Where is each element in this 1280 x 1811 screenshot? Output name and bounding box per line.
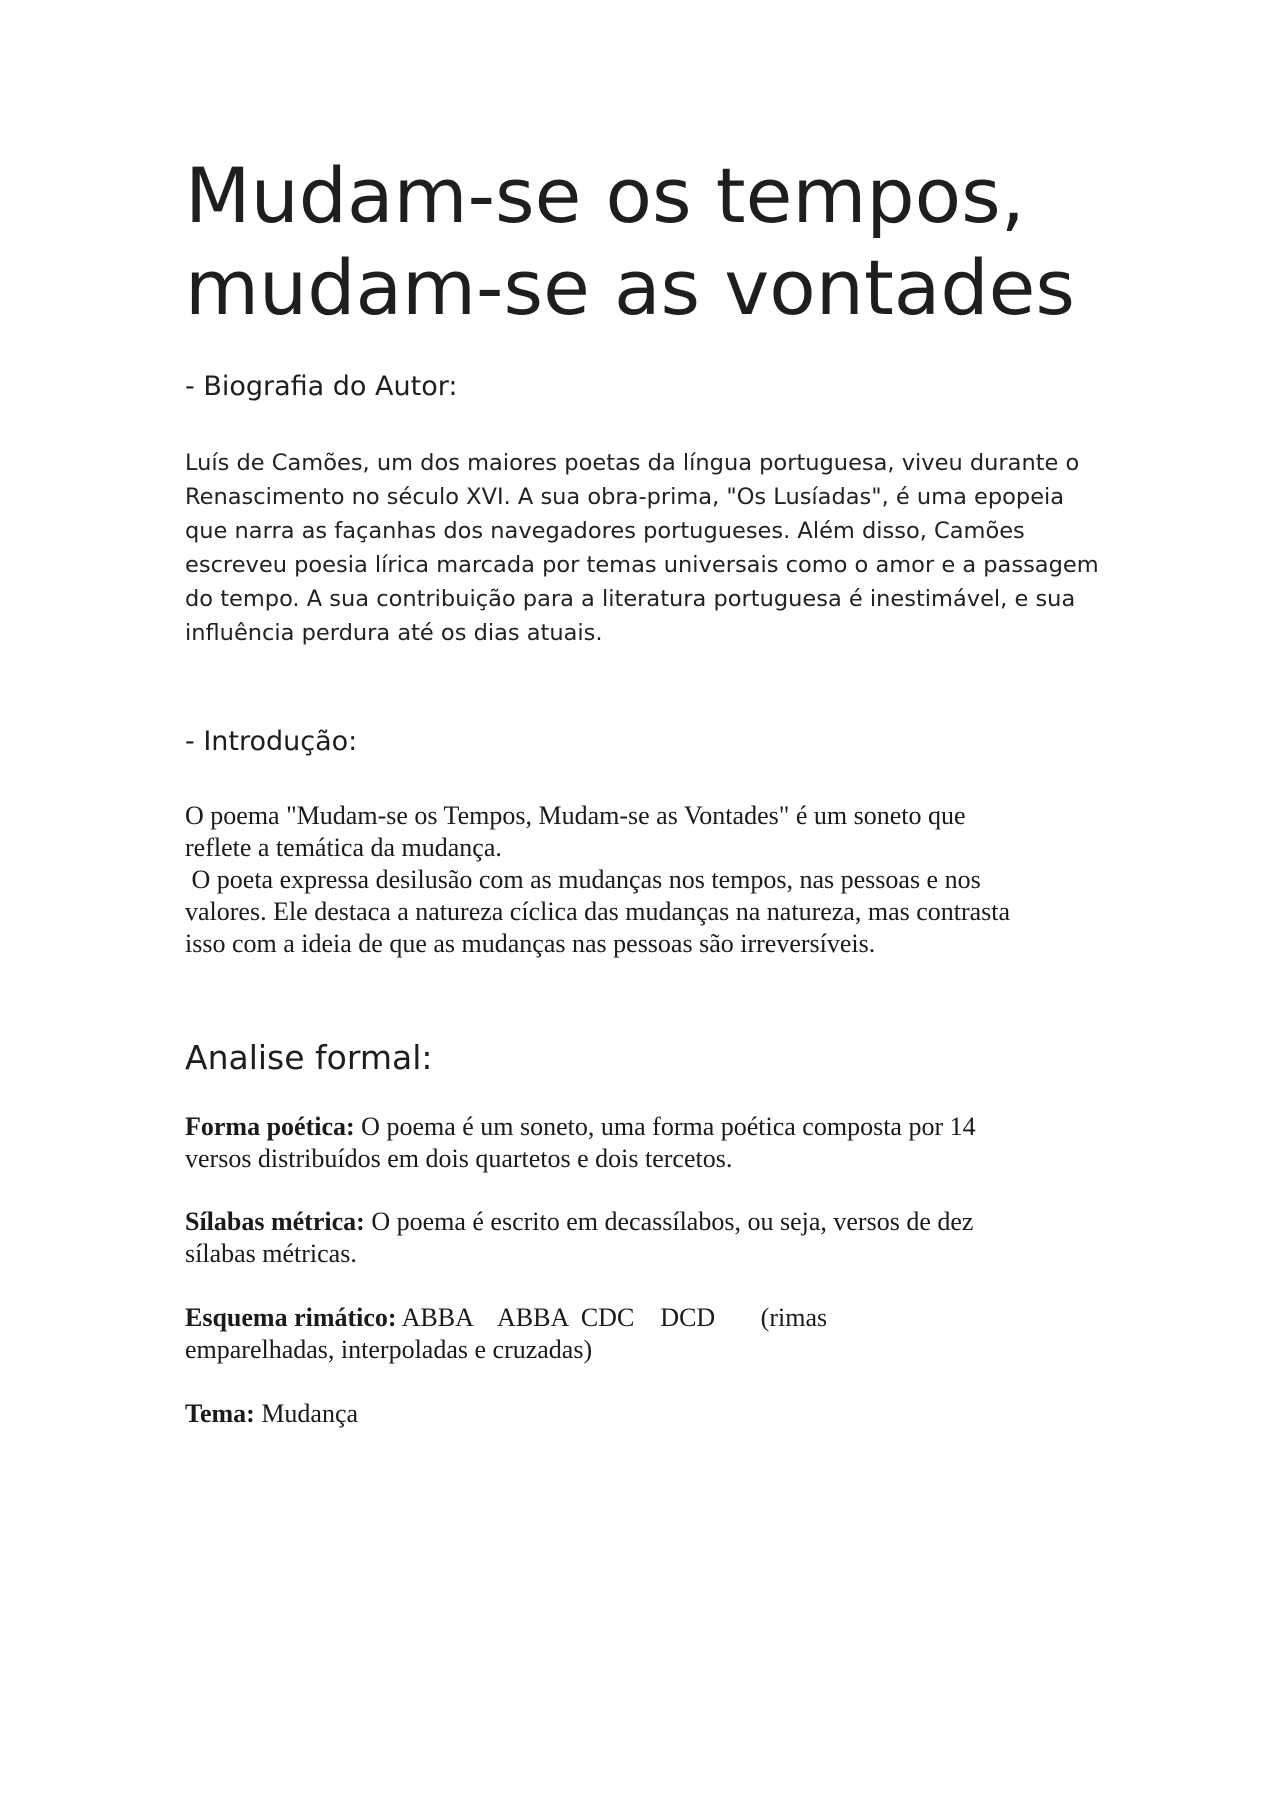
introducao-line: O poeta expressa desilusão com as mudanças nos tempos, nas pessoas e nos xyxy=(185,865,981,894)
tema-paragraph xyxy=(185,1398,1105,1430)
forma-poetica-line: versos distribuídos em dois quartetos e dois tercetos. xyxy=(185,1144,733,1173)
forma-poetica-paragraph xyxy=(185,1111,1105,1175)
esquema-paragraph xyxy=(185,1302,1105,1366)
biografia-line: escreveu poesia lírica marcada por temas universais como o amor e a passagem xyxy=(185,552,1099,578)
analise-heading: Analise formal: xyxy=(185,1038,433,1077)
introducao-body xyxy=(185,800,1105,960)
biografia-heading: - Biografia do Autor: xyxy=(185,371,458,402)
silabas-paragraph xyxy=(185,1206,1105,1270)
esquema-label: Esquema rimático: xyxy=(185,1303,397,1332)
document-title xyxy=(185,150,1105,334)
biografia-line: do tempo. A sua contribuição para a literatura portuguesa é inestimável, e sua xyxy=(185,586,1076,612)
esquema-text: ABBA ABBA CDC DCD (rimas xyxy=(396,1303,828,1332)
forma-poetica-label: Forma poética: xyxy=(185,1112,355,1141)
silabas-line: sílabas métricas. xyxy=(185,1239,357,1268)
introducao-line: O poema "Mudam-se os Tempos, Mudam-se as Vontades" é um soneto que xyxy=(185,801,966,830)
biografia-line: que narra as façanhas dos navegadores portugueses. Além disso, Camões xyxy=(185,518,1025,544)
introducao-line: isso com a ideia de que as mudanças nas pessoas são irreversíveis. xyxy=(185,929,876,958)
analise-section xyxy=(185,1038,1105,1078)
tema-text: Mudança xyxy=(254,1399,359,1428)
forma-poetica-text: O poema é um soneto, uma forma poética composta por 14 xyxy=(354,1112,976,1141)
silabas-text: O poema é escrito em decassílabos, ou seja, versos de dez xyxy=(364,1207,974,1236)
biografia-line: Renascimento no século XVI. A sua obra-prima, "Os Lusíadas", é uma epopeia xyxy=(185,484,1065,510)
biografia-line: influência perdura até os dias atuais. xyxy=(185,620,603,646)
introducao-section xyxy=(185,725,1105,759)
esquema-line xyxy=(185,1302,1105,1334)
introducao-heading: - Introdução: xyxy=(185,726,358,757)
biografia-section xyxy=(185,370,1105,404)
silabas-line xyxy=(185,1206,1105,1238)
page-title: Mudam-se os tempos, mudam-se as vontades xyxy=(185,151,1075,332)
biografia-line: Luís de Camões, um dos maiores poetas da língua portuguesa, viveu durante o xyxy=(185,450,1080,476)
introducao-line: reflete a temática da mudança. xyxy=(185,833,502,862)
forma-poetica-line xyxy=(185,1111,1105,1143)
introducao-line: valores. Ele destaca a natureza cíclica das mudanças na natureza, mas contrasta xyxy=(185,897,1011,926)
silabas-label: Sílabas métrica: xyxy=(185,1207,365,1236)
biografia-body xyxy=(185,446,1105,650)
tema-label: Tema: xyxy=(185,1399,255,1428)
esquema-line: emparelhadas, interpoladas e cruzadas) xyxy=(185,1335,593,1364)
tema-line xyxy=(185,1398,1105,1430)
